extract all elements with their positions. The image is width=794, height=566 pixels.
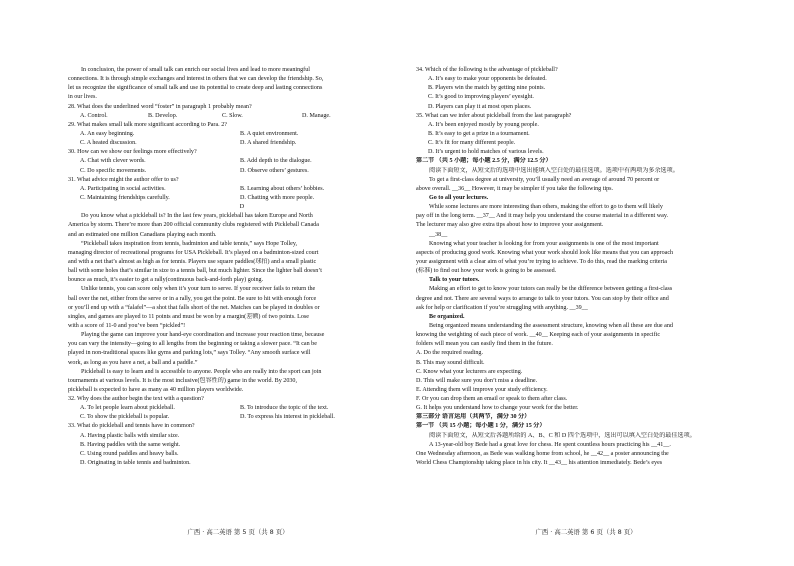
- option-text: D. A shared friendship.: [240, 140, 297, 147]
- option-text: A. An easy beginning.: [80, 130, 135, 137]
- option-text: B. A quiet environment.: [240, 130, 299, 137]
- text-line: Talk to your tutors.: [429, 277, 480, 284]
- text-line: A 13-year-old boy Bede had a great love for chess. He spent countless hours practicing his __41__.: [429, 441, 671, 448]
- text-line: While some lectures are more interesting than others, making the effort to go to them will likely: [429, 204, 663, 211]
- option-text: C. Do specific movements.: [80, 167, 147, 174]
- text-line: D. This will make sure you don’t miss a deadline.: [416, 377, 538, 384]
- left-page-footer: 广西 · 高二英语 第 5 页（共 8 页）: [187, 528, 289, 536]
- text-line: Pickleball is easy to learn and is accessible to anyone. People who are really into the sport can join: [81, 368, 322, 375]
- option-row: [68, 413, 416, 422]
- text-line: above overall. __36__ However, it may be simpler if you take the following tips.: [416, 185, 614, 192]
- text-line: (标准) to find out how your work is going to be assessed.: [416, 268, 557, 275]
- text-line: D. Originating in table tennis and badminton.: [80, 460, 191, 467]
- text-line: One Wednesday afternoon, as Bede was walking home from school, he __42__ a poster announcing the: [416, 450, 669, 457]
- text-line: degree and not. There are several ways to arrange to talk to your tutors. You can stop by their office and: [416, 295, 669, 302]
- text-line: G. It helps you understand how to change your work for the better.: [416, 405, 579, 412]
- text-line: C. It’s good to improving players’ eyesight.: [428, 94, 534, 101]
- text-line: B. It’s easy to get a prize in a tournament.: [428, 130, 530, 137]
- text-line: World Chess Championship taking place in his city. It __43__ his attention immediately. Bede’s eyes: [416, 460, 663, 467]
- text-line: pickleball is expected to have as many as 40 million players worldwide.: [68, 386, 244, 393]
- option-text: C. A heated discussion.: [80, 140, 137, 147]
- text-line: ball over the net, either from the serve or in a rally, you get the point. Be sure to hit with enough force: [68, 295, 317, 302]
- text-line: F. Or you can drop them an email or speak to them after class.: [416, 396, 568, 403]
- right-page: [416, 66, 764, 468]
- text-line: Knowing what your teacher is looking for from your assignments is one of the most important: [429, 240, 659, 247]
- text-line: pay off in the long term. __37__ And it may help you understand the course material in a different way.: [416, 213, 669, 220]
- text-line: The lecturer may also give extra tips about how to improve your assignment.: [416, 222, 604, 229]
- option-row: [68, 139, 416, 148]
- text-line: bounce as much, it’s easier to get a rally(continuous back-and-forth play) going.: [68, 277, 264, 284]
- text-line: 第三部分 语言运用（共两节，满分 30 分）: [416, 414, 531, 421]
- text-line: ask for help or clarification if you’re struggling with anything. __39__: [416, 304, 588, 311]
- text-line: 28. What does the underlined word “foster” in paragraph 1 probably mean?: [68, 103, 252, 110]
- text-line: C. Know what your lecturers are expecting.: [416, 368, 523, 375]
- text-line: knowing the weighting of each piece of work. __40__ Keeping each of your assignments in specific: [416, 332, 661, 339]
- text-line: D: [239, 204, 245, 211]
- option-text: A. Control.: [80, 112, 108, 119]
- text-line: with a score of 11-0 and you’ve been “pickled”!: [68, 322, 186, 329]
- text-line: D. It’s urgent to hold matches of various levels.: [428, 149, 544, 156]
- text-line: B. Players win the match by getting nine points.: [428, 85, 546, 92]
- text-line: let us recognize the significance of small talk and use its potential to create deep and lasting connections: [68, 85, 323, 92]
- text-line: 第一节 （共 15 小题；每小题 1 分，满分 15 分）: [416, 423, 546, 430]
- option-text: D. Observe others’ gestures.: [240, 167, 309, 174]
- text-line: To get a first-class degree at university, you’ll usually need an average of around 70 percent or: [429, 176, 660, 183]
- option-text: A. Participating in social activities.: [80, 185, 166, 192]
- text-line: In conclusion, the power of small talk can enrich our social lives and lead to more meaningful: [81, 67, 310, 73]
- text-line: A. It’s easy to make your opponents be defeated.: [428, 76, 547, 83]
- text-line: Do you know what a pickleball is? In the last few years, pickleball has taken Europe and North: [81, 213, 313, 220]
- text-line: managing director of recreational programs for USA Pickleball. It’s played on a badminton-sized court: [68, 249, 319, 256]
- text-line: America by storm. There’re more than 200 official community clubs registered with Pickleball Canada: [68, 222, 319, 229]
- option-row: [68, 194, 416, 203]
- text-line: __38__: [429, 231, 448, 238]
- text-line: 32. Why does the author begin the text with a question?: [68, 396, 204, 403]
- option-text: D. To express his interest in pickleball.: [240, 414, 335, 421]
- option-row: [68, 112, 416, 121]
- text-line: 33. What do pickleball and tennis have in common?: [68, 423, 195, 430]
- text-line: Unlike tennis, you can score only when it’s your turn to serve. If your receiver fails to return the: [81, 286, 316, 293]
- text-line: Be organized.: [429, 313, 465, 320]
- text-line: played in non-traditional spaces like gyms and parking lots,” says Tolley. “Any smooth surface will: [68, 350, 311, 357]
- option-text: A. Chat with clever words.: [80, 158, 146, 165]
- option-text: D. Chatting with more people.: [240, 194, 315, 201]
- text-line: aspects of producing good work. Knowing what your work should look like means that you can approach: [416, 249, 674, 256]
- option-text: A. To let people learn about pickleball.: [80, 405, 175, 412]
- option-text: B. Develop.: [148, 112, 178, 119]
- text-line: 第二节 （共 5 小题；每小题 2.5 分，满分 12.5 分）: [416, 158, 552, 165]
- text-line: your assignment with a clear aim of what you’re trying to achieve. To do this, read the marking criteria: [416, 258, 667, 265]
- text-line: and an estimated one million Canadians playing each month.: [68, 231, 217, 238]
- text-line: Playing the game can improve your hand-eye coordination and increase your reaction time, because: [81, 332, 325, 339]
- text-line: C. Using round paddles and heavy balls.: [80, 450, 179, 457]
- text-line: Being organized means understanding the assessment structure, knowing when all these are due and: [429, 322, 673, 329]
- text-line: 31. What advice might the author offer to us?: [68, 176, 179, 183]
- text-line: and with a net that’s almost as high as for tennis. Players use square paddles(球拍) and a small plastic: [68, 258, 317, 265]
- text-line: you can vary the intensity—going to all lengths from the beginning or taking a slower pace. “It can be: [68, 341, 317, 348]
- option-text: D. Manage.: [302, 112, 331, 119]
- option-text: C. Slow.: [222, 112, 243, 119]
- option-row: [68, 185, 416, 194]
- text-line: Making an effort to get to know your tutors can really be the difference between getting a first-class: [429, 286, 673, 293]
- text-line: 35. What can we infer about pickleball from the last paragraph?: [416, 112, 572, 119]
- text-line: tournaments at various levels. It is the most inclusive(包容性的) game in the world. By 2030,: [68, 377, 297, 384]
- option-row: [68, 404, 416, 413]
- text-line: E. Attending them will improve your study efficiency.: [416, 386, 548, 393]
- option-text: B. To introduce the topic of the text.: [240, 405, 329, 412]
- text-line: 阅读下面短文，从短文后各题所给的 A、B、C 和 D 四个选项中，选出可以填入空白处的最佳选项。: [429, 432, 696, 439]
- right-page-footer: 广西 · 高二英语 第 6 页（共 8 页）: [535, 528, 637, 536]
- text-line: connections. It is through simple exchanges and interest in others that we can develop the friendship. So,: [68, 76, 324, 83]
- text-line: D. Players can play it at most open places.: [428, 103, 532, 110]
- text-line: A. It’s been enjoyed mostly by young people.: [428, 121, 539, 128]
- text-line: folders will mean you can easily find them in the future.: [416, 341, 553, 348]
- text-line: ball with some holes that’s similar in size to a tennis ball, but much lighter. Since the lighter ball doesn’t: [68, 268, 322, 275]
- text-line: 34. Which of the following is the advantage of pickleball?: [416, 67, 558, 73]
- option-text: C. To show the pickleball is popular.: [80, 414, 170, 421]
- text-line: work, as long as you have a net, a ball and a paddle.”: [68, 359, 198, 366]
- text-line: B. This may sound difficult.: [416, 359, 485, 366]
- text-line: 30. How can we show our feelings more effectively?: [68, 149, 197, 156]
- option-row: [68, 167, 416, 176]
- option-text: C. Maintaining friendships carefully.: [80, 194, 170, 201]
- text-line: 阅读下面短文，从短文后的选项中选出能填入空白处的最佳选项。选项中有两项为多余选项。: [429, 167, 679, 174]
- text-line: Go to all your lectures.: [429, 194, 489, 201]
- text-line: A. Do the required reading.: [416, 350, 484, 357]
- text-line: singles, and games are played to 11 points and must be won by a margin(差额) of two points. Lose: [68, 313, 310, 320]
- text-line: or you’ll end up with a “falafel”—a shot that falls short of the net. Matches can be played in doubles or: [68, 304, 320, 311]
- option-text: B. Add depth to the dialogue.: [240, 158, 312, 165]
- option-row: [68, 130, 416, 139]
- option-row: [68, 157, 416, 166]
- text-line: A. Having plastic balls with similar size.: [80, 432, 180, 439]
- left-page: [68, 66, 416, 468]
- text-line: 29. What makes small talk more significant according to Para. 2?: [68, 121, 227, 128]
- text-line: in our lives.: [68, 94, 97, 101]
- text-line: C. It’s fit for many different people.: [428, 140, 516, 147]
- text-line: B. Having paddles with the same weight.: [80, 441, 181, 448]
- text-line: “Pickleball takes inspiration from tennis, badminton and table tennis,” says Hope Tolley,: [81, 240, 298, 247]
- option-text: B. Learning about others’ hobbies.: [240, 185, 325, 192]
